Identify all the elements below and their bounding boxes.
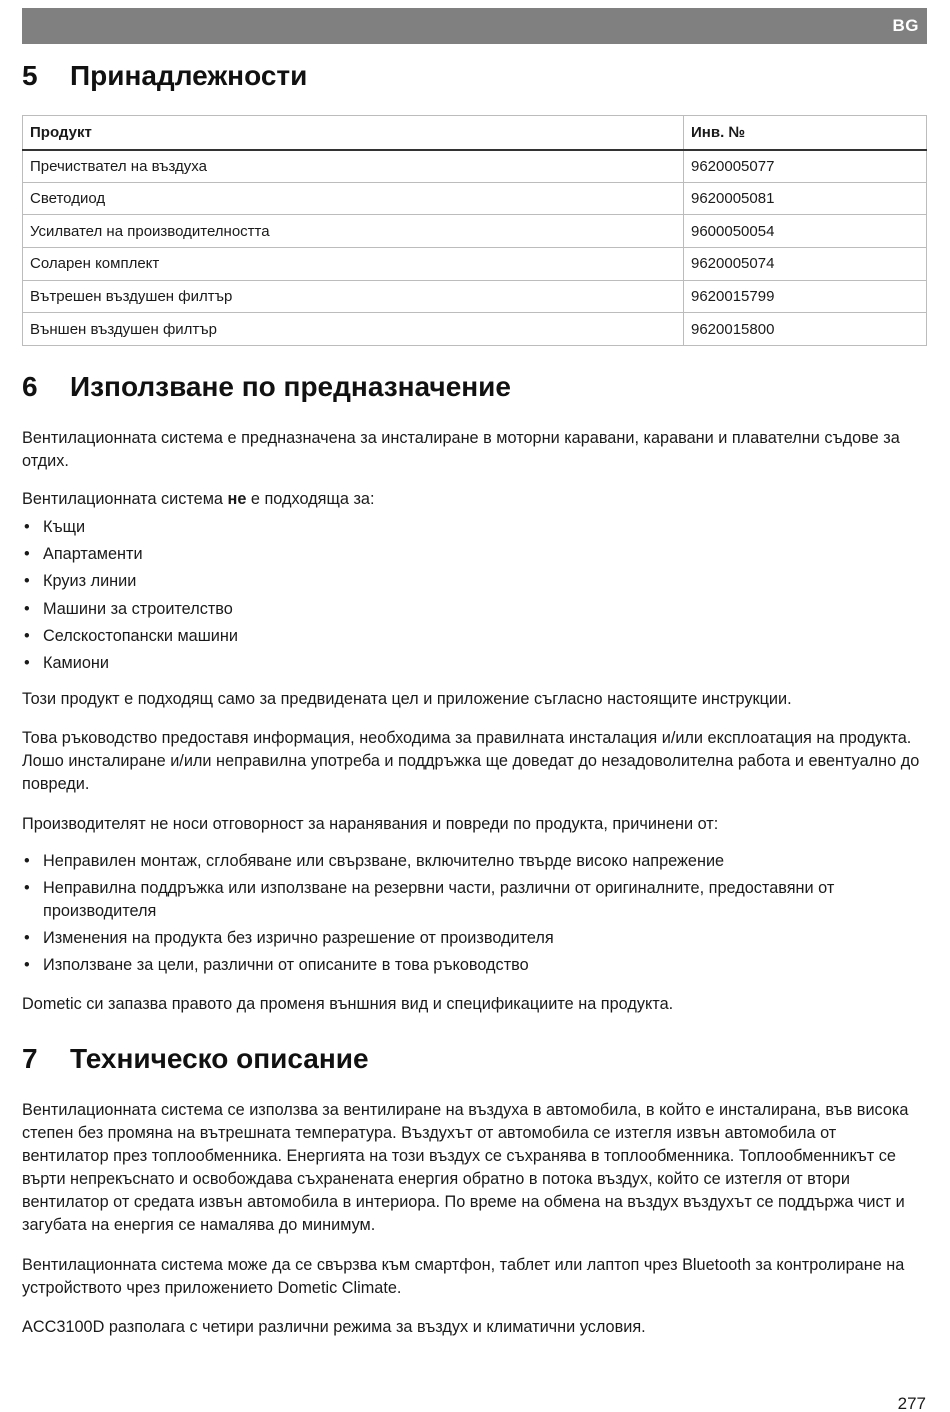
purpose-paragraph: Този продукт е подходящ само за предвидената цел и приложение съгласно настоящите инструкции. (22, 690, 792, 708)
product-cell: Пречиствател на въздуха (23, 150, 684, 183)
accessories-table (22, 115, 927, 346)
unsuitable-list (22, 514, 238, 677)
column-header-product: Продукт (23, 116, 684, 150)
table-header-row (23, 116, 927, 150)
not-suitable-text-end: е подходяща за: (246, 490, 375, 508)
item-number-cell: 9620015800 (684, 313, 927, 346)
product-cell: Вътрешен въздушен филтър (23, 280, 684, 313)
item-number-cell: 9620005081 (684, 182, 927, 215)
table-row (23, 280, 927, 313)
section-7-number: 7 (22, 1043, 38, 1074)
not-suitable-emphasis: не (227, 490, 247, 508)
manual-info-paragraph: Това ръководство предоставя информация, необходима за правилната инсталация и/или експлоатация на продукта. Лошо инсталиране и/или неправилна употреба и поддръжка ще доведат до незадоволителна работа и евентуално до повреди. (22, 729, 920, 793)
product-cell: Светодиод (23, 182, 684, 215)
table-row (23, 215, 927, 248)
section-6-number: 6 (22, 371, 38, 402)
rights-paragraph: Dometic си запазва правото да променя външния вид и спецификациите на продукта. (22, 995, 674, 1013)
list-item: • Изменения на продукта без изрично разрешение от производителя (22, 927, 882, 950)
list-item: • Селскостопански машини (22, 623, 238, 650)
header-bar (22, 8, 927, 44)
product-cell: Усилвател на производителността (23, 215, 684, 248)
intended-use-paragraph: Вентилационната система е предназначена за инсталиране в моторни каравани, каравани и плавателни съдове за отдих. (22, 429, 900, 470)
section-5-number: 5 (22, 60, 38, 91)
list-item: • Къщи (22, 514, 238, 541)
section-5-title (22, 60, 307, 92)
item-number-cell: 9620005074 (684, 248, 927, 281)
page-number: 277 (897, 1394, 926, 1412)
list-item: • Неправилен монтаж, сглобяване или свързване, включително твърде високо напрежение (22, 850, 882, 873)
section-6-title (22, 371, 511, 403)
liability-paragraph: Производителят не носи отговорност за наранявания и повреди по продукта, причинени от: (22, 815, 719, 833)
technical-description-paragraph: Вентилационната система се използва за вентилиране на въздуха в автомобила, в който е инсталирана, във висока степен без промяна на вътрешната температура. Въздухът от автомобила се изтегля извън автомобила от вентилатор през топлообменника. Енергията на този въздух се съхранява в топлообменника. Топлообменникът се върти непрекъснато и освобождава съхранената енергия обратно в потока въздух, който се изтегля от втори вентилатор от средата извън автомобила в интериора. По време на обмена на въздух въздухът се поддържа чист и загубата на енергия се намалява до минимум. (22, 1101, 909, 1234)
list-item: • Круиз линии (22, 568, 238, 595)
list-item: • Неправилна поддръжка или използване на резервни части, различни от оригиналните, предоставяни от производителя (22, 877, 882, 923)
language-code: BG (892, 16, 919, 35)
not-suitable-text-start: Вентилационната система (22, 490, 228, 508)
liability-causes-list (22, 850, 882, 977)
bluetooth-paragraph: Вентилационната система може да се свързва към смартфон, таблет или лаптоп чрез Bluetooth за контролиране на устройството чрез приложението Dometic Climate. (22, 1256, 905, 1297)
product-cell: Външен въздушен филтър (23, 313, 684, 346)
list-item: • Използване за цели, различни от описаните в това ръководство (22, 954, 882, 977)
item-number-cell: 9600050054 (684, 215, 927, 248)
list-item: • Машини за строителство (22, 596, 238, 623)
section-7-heading: Техническо описание (70, 1043, 369, 1074)
product-cell: Соларен комплект (23, 248, 684, 281)
modes-paragraph: ACC3100D разполага с четири различни режима за въздух и климатични условия. (22, 1318, 646, 1336)
item-number-cell: 9620015799 (684, 280, 927, 313)
list-item: • Апартаменти (22, 541, 238, 568)
section-6-heading: Използване по предназначение (70, 371, 511, 402)
item-number-cell: 9620005077 (684, 150, 927, 183)
table-row (23, 248, 927, 281)
column-header-item-number: Инв. № (684, 116, 927, 150)
section-5-heading: Принадлежности (70, 60, 308, 91)
list-item: • Камиони (22, 650, 238, 677)
section-7-title (22, 1043, 369, 1075)
not-suitable-paragraph (22, 488, 927, 511)
table-row (23, 150, 927, 183)
table-row (23, 313, 927, 346)
table-row (23, 182, 927, 215)
